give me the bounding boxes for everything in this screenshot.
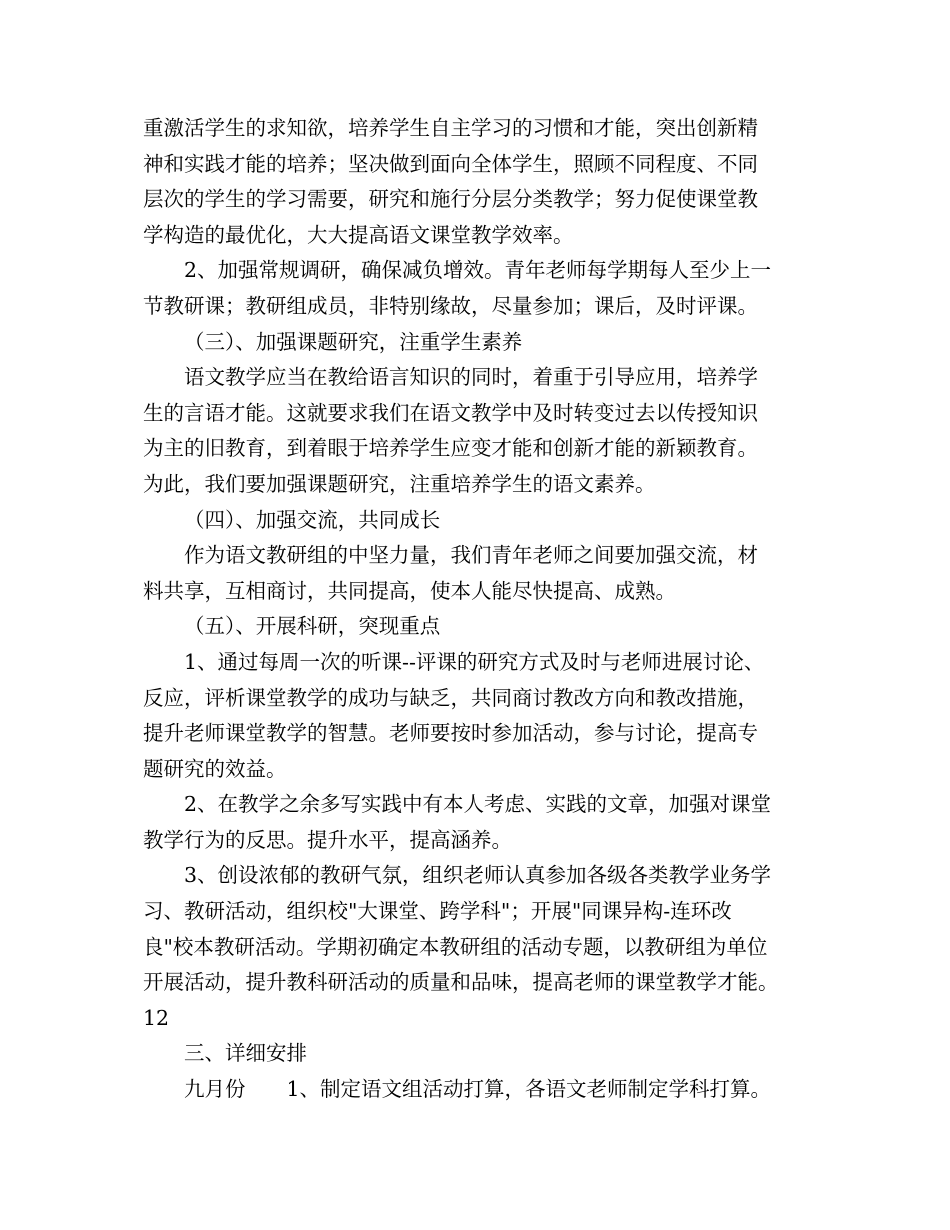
paragraph-line: 节教研课；教研组成员，非特别缘故，尽量参加；课后，及时评课。 xyxy=(143,293,758,318)
paragraph-line: 重激活学生的求知欲，培养学生自主学习的习惯和才能，突出创新精 xyxy=(143,116,758,140)
paragraph-line: 料共享，互相商讨，共同提高，使本人能尽快提高、成熟。 xyxy=(143,578,676,603)
paragraph-line: 学构造的最优化，大大提高语文课堂教学效率。 xyxy=(143,222,574,247)
paragraph-line: 为此，我们要加强课题研究，注重培养学生的语文素养。 xyxy=(143,471,656,496)
section-heading: （三）、加强课题研究，注重学生素养 xyxy=(184,329,523,354)
paragraph-line: 层次的学生的学习需要，研究和施行分层分类教学；努力促使课堂教 xyxy=(143,187,758,212)
paragraph-line: 12 xyxy=(143,1005,170,1030)
paragraph-line: 1、通过每周一次的听课--评课的研究方式及时与老师进展讨论、 xyxy=(184,649,765,674)
document-body xyxy=(143,111,818,1108)
paragraph-line: 反应，评析课堂教学的成功与缺乏，共同商讨教改方向和教改措施， xyxy=(143,685,758,710)
paragraph-line: 作为语文教研组的中坚力量，我们青年老师之间要加强交流，材 xyxy=(184,543,758,568)
paragraph-line: 为主的旧教育，到着眼于培养学生应变才能和创新才能的新颖教育。 xyxy=(143,436,758,461)
paragraph-line: 提升老师课堂教学的智慧。老师要按时参加活动，参与讨论，提高专 xyxy=(143,721,758,746)
paragraph-line: 开展活动，提升教科研活动的质量和品味，提高老师的课堂教学才能。 xyxy=(143,970,779,995)
paragraph-line: 语文教学应当在教给语言知识的同时，着重于引导应用，培养学 xyxy=(184,365,758,390)
paragraph-line: 良"校本教研活动。学期初确定本教研组的活动专题，以教研组为单位 xyxy=(143,934,768,959)
paragraph-line: 神和实践才能的培养；坚决做到面向全体学生，照顾不同程度、不同 xyxy=(143,151,758,176)
section-heading: 三、详细安排 xyxy=(184,1041,307,1066)
paragraph-line: 题研究的效益。 xyxy=(143,756,287,781)
paragraph-line: 3、创设浓郁的教研气氛，组织老师认真参加各级各类教学业务学 xyxy=(184,863,772,888)
paragraph-line: 2、在教学之余多写实践中有本人考虑、实践的文章，加强对课堂 xyxy=(184,792,772,817)
paragraph-line: 2、加强常规调研，确保减负增效。青年老师每学期每人至少上一 xyxy=(184,258,772,283)
paragraph-line: 生的言语才能。这就要求我们在语文教学中及时转变过去以传授知识 xyxy=(143,400,758,425)
section-heading: （四）、加强交流，共同成长 xyxy=(184,507,441,532)
section-heading: （五）、开展科研，突现重点 xyxy=(184,614,441,639)
paragraph-line: 教学行为的反思。提升水平，提高涵养。 xyxy=(143,827,512,852)
paragraph-line: 习、教研活动，组织校"大课堂、跨学科"；开展"同课异构-连环改 xyxy=(143,899,732,924)
schedule-line: 九月份 1、制定语文组活动打算，各语文老师制定学科打算。 xyxy=(184,1077,772,1102)
